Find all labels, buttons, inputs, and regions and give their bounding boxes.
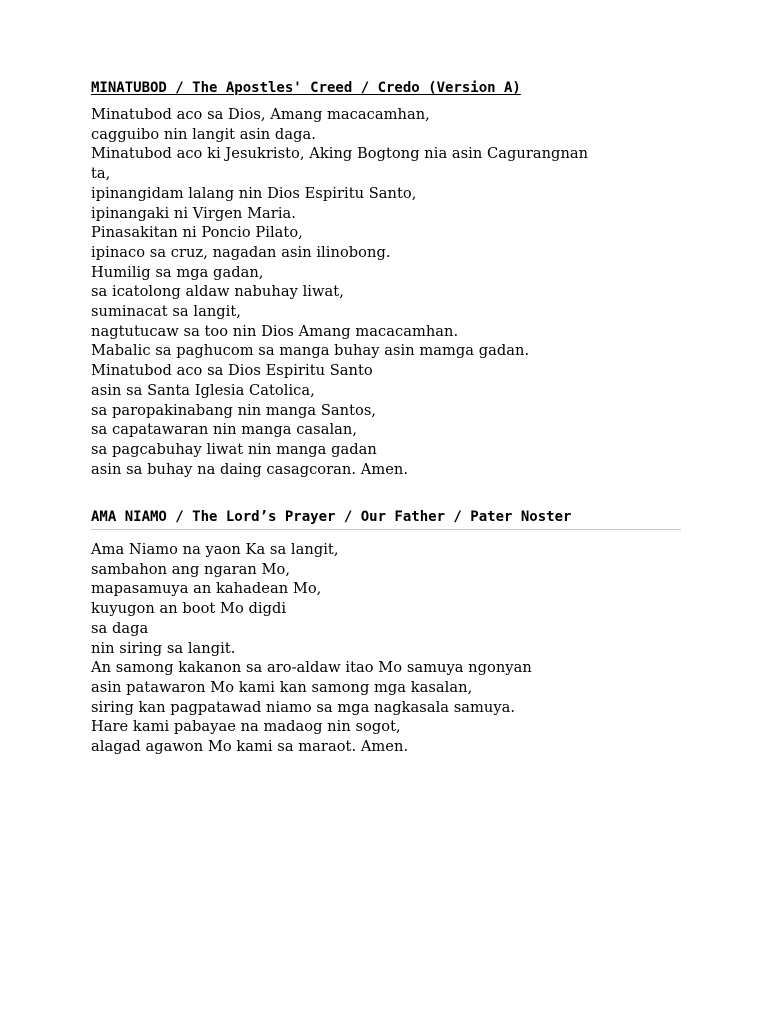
creed-line: sa paropakinabang nin manga Santos, bbox=[91, 401, 377, 419]
prayer-line: sa daga bbox=[91, 619, 149, 637]
creed-line: suminacat sa langit, bbox=[91, 303, 241, 321]
creed-line: Minatubod aco ki Jesukristo, Aking Bogtong nia asin Cagurangnan bbox=[91, 145, 589, 163]
creed-line: Pinasakitan ni Poncio Pilato, bbox=[91, 224, 303, 242]
creed-line: asin sa Santa Iglesia Catolica, bbox=[91, 381, 315, 399]
creed-line: ta, bbox=[91, 165, 111, 183]
prayer-section bbox=[91, 507, 681, 757]
creed-line: sa capatawaran nin manga casalan, bbox=[91, 421, 358, 439]
creed-line: Humilig sa mga gadan, bbox=[91, 263, 264, 281]
prayer-line: An samong kakanon sa aro-aldaw itao Mo samuya ngonyan bbox=[91, 659, 532, 677]
creed-line: Mabalic sa paghucom sa manga buhay asin mamga gadan. bbox=[91, 342, 530, 360]
creed-line: cagguibo nin langit asin daga. bbox=[91, 125, 316, 143]
prayer-line: asin patawaron Mo kami kan samong mga kasalan, bbox=[91, 678, 473, 696]
prayer-line: kuyugon an boot Mo digdi bbox=[91, 600, 287, 618]
prayer-line: sambahon ang ngaran Mo, bbox=[91, 560, 291, 578]
creed-line: sa icatolong aldaw nabuhay liwat, bbox=[91, 283, 344, 301]
prayer-line: siring kan pagpatawad niamo sa mga nagkasala samuya. bbox=[91, 698, 516, 716]
creed-line: Minatubod aco sa Dios Espiritu Santo bbox=[91, 362, 373, 380]
prayer-line: Ama Niamo na yaon Ka sa langit, bbox=[91, 541, 339, 558]
prayer-line: mapasamuya an kahadean Mo, bbox=[91, 580, 322, 598]
prayer-line: alagad agawon Mo kami sa maraot. Amen. bbox=[91, 738, 409, 756]
creed-line: ipinangaki ni Virgen Maria. bbox=[91, 204, 296, 222]
creed-line: nagtutucaw sa too nin Dios Amang macacamhan. bbox=[91, 322, 459, 340]
prayer-heading: AMA NIAMO / The Lord’s Prayer / Our Father / Pater Noster bbox=[91, 507, 681, 530]
creed-line: ipinangidam lalang nin Dios Espiritu Santo, bbox=[91, 184, 417, 202]
prayer-line: nin siring sa langit. bbox=[91, 639, 236, 657]
prayer-text bbox=[91, 540, 681, 757]
creed-line: ipinaco sa cruz, nagadan asin ilinobong. bbox=[91, 243, 391, 261]
creed-line: asin sa buhay na daing casagcoran. Amen. bbox=[91, 460, 409, 478]
creed-text bbox=[91, 105, 681, 479]
creed-heading: MINATUBOD / The Apostles' Creed / Credo (Version A) bbox=[91, 80, 521, 96]
prayer-line: Hare kami pabayae na madaog nin sogot, bbox=[91, 718, 401, 736]
creed-line: Minatubod aco sa Dios, Amang macacamhan, bbox=[91, 106, 430, 123]
creed-line: sa pagcabuhay liwat nin manga gadan bbox=[91, 440, 377, 458]
creed-section bbox=[91, 78, 681, 479]
